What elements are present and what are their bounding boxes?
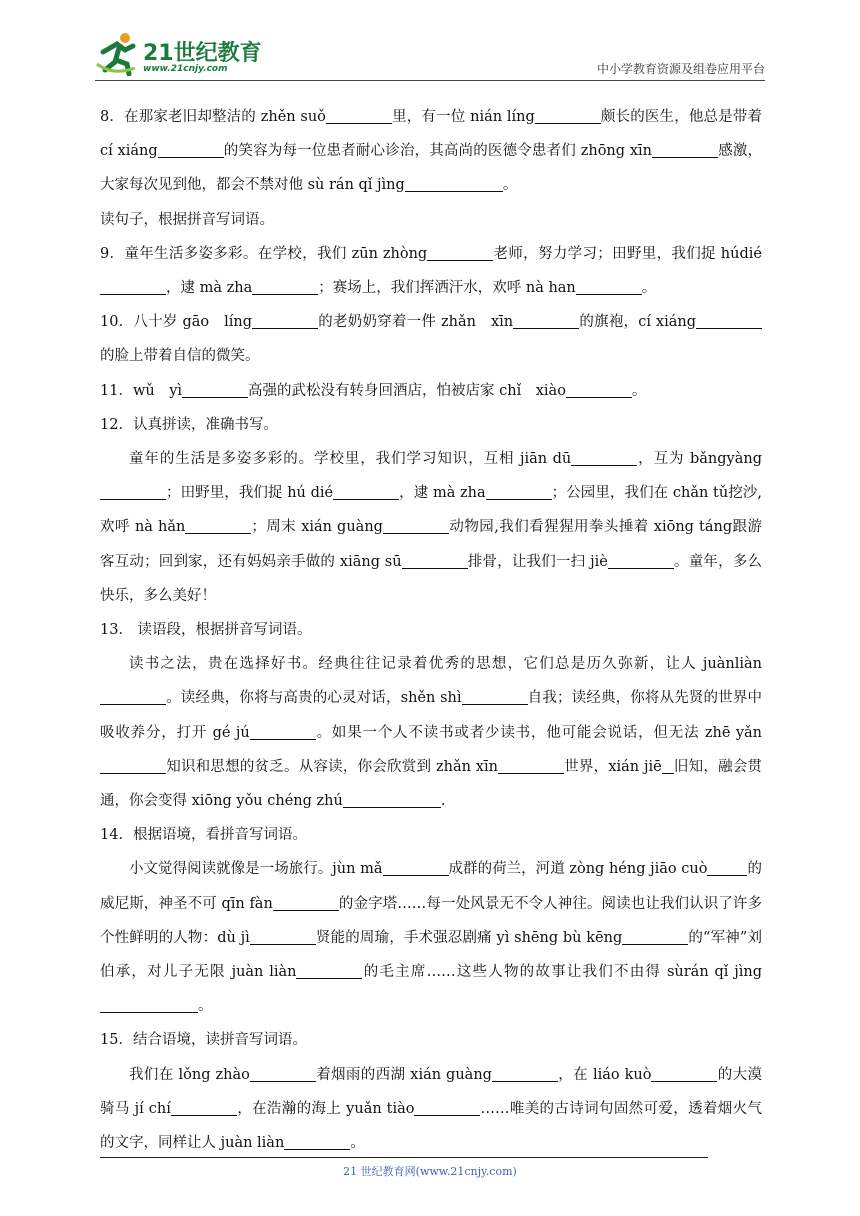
q14-text-j: 。 [198, 998, 213, 1015]
q9-text-a: 9．童年生活多姿多彩。在学校，我们 zūn zhòng [100, 245, 428, 262]
q12-text-d: ；田野里，我们捉 hú dié [166, 485, 334, 502]
question-13 [100, 647, 762, 818]
answer-blank[interactable] [498, 758, 564, 774]
q13-text-g: 法 zhē yǎn [684, 724, 763, 741]
q8-text-a: 8．在那家老旧却整洁的 zhěn suǒ [100, 109, 326, 125]
q13-text-h: 知识和思想的贫乏。从容读，你会欣赏到 zhǎn xīn [166, 758, 498, 775]
q14-text-i: rán qǐ jìng [683, 964, 762, 981]
q13-text-c: 。读经典，你将与高贵的心灵对话，shěn shì [166, 690, 462, 707]
answer-blank[interactable] [513, 314, 579, 330]
answer-blank[interactable] [576, 280, 642, 296]
q14-text-e: 识了许多个性鲜明的人物：dù jì [100, 895, 763, 946]
q9-text-d: ，逮 mà zha [166, 280, 253, 297]
platform-name: 中小学教育资源及组卷应用平台 [596, 62, 765, 76]
answer-blank[interactable] [427, 245, 493, 261]
answer-blank[interactable] [707, 861, 747, 877]
site-logo [95, 30, 265, 80]
q14-text-b: 成群的荷兰，河道 zòng héng jiāo cuò [448, 861, 708, 878]
answer-blank[interactable] [296, 964, 362, 980]
q12-text-l: 。童年，多么快乐，多么美好！ [100, 553, 763, 604]
footer-divider [100, 1157, 708, 1158]
q14-text-h: 的毛主席……这些人物的故事让我们不由得 sù [362, 964, 684, 981]
answer-blank[interactable] [182, 382, 248, 398]
answer-blank[interactable] [622, 929, 688, 945]
answer-blank[interactable] [250, 929, 316, 945]
q9-text-b: 老师，努力学习；田野里，我们捉 hú [493, 245, 740, 262]
answer-blank[interactable] [405, 177, 503, 193]
answer-blank[interactable] [100, 690, 166, 706]
q8-text-g: 。 [502, 177, 518, 194]
question-8 [100, 100, 762, 203]
section-heading: 读句子，根据拼音写词语。 [100, 211, 274, 228]
q15-text-b: 着烟雨的西湖 xián guàng [315, 1066, 492, 1083]
page-footer: 21 世纪教育网(www.21cnjy.com) [343, 1165, 517, 1178]
q15-text-i: 。 [350, 1135, 365, 1152]
q8-text-d: 着 cí xiáng [100, 109, 763, 160]
q13-text-i: 世界，xián jiē [563, 758, 662, 775]
q12-text-k: 排骨，让我们一扫 jiè [467, 553, 608, 570]
q15-text-f: ，在浩瀚的海上 yuǎn tiào [236, 1100, 415, 1117]
logo-url: www.21cnjy.com [143, 64, 228, 74]
q8-text-f: 感激，大家每次见到他，都会不禁对他 sù rán qǐ jìng [100, 143, 763, 194]
answer-blank[interactable] [566, 382, 632, 398]
q10-text-b: 的老奶奶穿着一件 zhǎn xīn [318, 314, 514, 331]
q15-text-h: 火气的文字，同样让人 juàn liàn [100, 1100, 763, 1152]
q15-text-g: ……唯美的古诗词句固然可爱，透着烟 [480, 1100, 733, 1117]
q9-text-e: ；赛场上，我们挥洒汗水，欢呼 nà han [318, 280, 576, 297]
q12-text-b: ，互为 bǎng [637, 451, 727, 468]
answer-blank[interactable] [252, 314, 318, 330]
answer-blank[interactable] [486, 485, 552, 501]
runner-logo-icon [95, 30, 141, 76]
answer-blank[interactable] [158, 143, 224, 159]
answer-blank[interactable] [402, 553, 468, 569]
q12-text-g: 挖沙,欢呼 nà hǎn [100, 485, 762, 536]
page-header [95, 30, 765, 82]
q10-text-a: 10．八十岁 gāo líng [100, 314, 253, 331]
answer-blank[interactable] [333, 485, 399, 501]
q14-text-g: 的“军神”刘伯承，对儿子无限 juàn liàn [100, 929, 763, 981]
q8-text-c: 颇长的医生，他总是带 [600, 109, 748, 125]
question-14 [100, 852, 762, 1023]
answer-blank[interactable] [273, 895, 339, 911]
q13-text-e: 的世界中吸收养分，打开 gé jú [100, 690, 762, 741]
q9-text-f: 。 [641, 280, 657, 297]
question-11 [100, 374, 762, 408]
answer-blank[interactable] [284, 1135, 350, 1151]
answer-blank[interactable] [462, 690, 528, 706]
answer-blank[interactable] [250, 724, 316, 740]
q8-text-b: 里，有一位 nián líng [391, 109, 535, 125]
answer-blank[interactable] [100, 998, 198, 1014]
q14-text-f: 贤能的周瑜，手术强忍剧痛 yì shēng bù kēng [315, 929, 623, 946]
q12-text-i: 动物园,我们看猩猩用拳头捶着 xiōng táng [448, 519, 733, 536]
answer-blank[interactable] [171, 1100, 237, 1116]
question-10 [100, 305, 762, 373]
header-divider [95, 80, 765, 81]
q15-text-d: 的大漠 [717, 1066, 763, 1083]
question-12 [100, 442, 762, 613]
q11-text-a: 11．wǔ yì [100, 382, 183, 399]
q10-text-c: 的旗袍，cí xiáng [579, 314, 696, 331]
answer-blank[interactable] [383, 519, 449, 535]
q9-text-c: dié [739, 245, 762, 262]
q10-text-d: 的脸上带着自信的微笑。 [100, 348, 260, 365]
answer-blank[interactable] [250, 1066, 316, 1082]
q12-text-f: ；公园里，我们在 chǎn tǔ [551, 485, 729, 502]
q15-text-a: 我们在 lǒng zhào [129, 1066, 250, 1083]
answer-blank[interactable] [696, 314, 762, 330]
question-15 [100, 1058, 762, 1161]
q14-text-d: 的金字塔……每一处风景无不令人神往。阅读也让我们认 [338, 895, 704, 912]
q12-text-a: 童年的生活是多姿多彩的。学校里，我们学习知识，互相 jiān dū [129, 451, 572, 468]
q12-text-c: yàng [726, 451, 762, 468]
q12-text-e: ，逮 mà zha [399, 485, 486, 502]
answer-blank[interactable] [651, 1066, 717, 1082]
q13-text-b: liàn [734, 656, 762, 673]
answer-blank[interactable] [535, 109, 601, 125]
answer-blank[interactable] [100, 280, 166, 296]
q12-text-j: 跟游客互动；回到家，还有妈妈亲手做的 xiāng sū [100, 519, 762, 570]
question-13-title: 13． 读语段，根据拼音写词语。 [100, 622, 312, 639]
q15-text-c: ，在 liáo kuò [557, 1066, 652, 1083]
q13-text-f: 。如果一个人不读书或者少读书，他可能会说话，但无 [315, 724, 685, 741]
answer-blank[interactable] [100, 758, 166, 774]
q14-text-c: 的威尼斯，神圣不可 qīn fàn [100, 861, 762, 912]
answer-blank[interactable] [185, 519, 251, 535]
document-body [100, 100, 762, 1160]
answer-blank[interactable] [571, 451, 637, 467]
answer-blank[interactable] [662, 758, 674, 774]
answer-blank[interactable] [252, 280, 318, 296]
q13-text-j: 旧知，融会贯通，你会变得 xiōng yǒu chéng zhú [100, 758, 763, 810]
q14-text-a: 小文觉得阅读就像是一场旅行。jùn mǎ [129, 861, 383, 878]
logo-title: 21世纪教育 [143, 41, 262, 66]
q11-text-c: 。 [631, 382, 647, 399]
question-9 [100, 237, 762, 305]
answer-blank[interactable] [492, 1066, 558, 1082]
q15-text-e: 骑马 jí chí [100, 1100, 171, 1117]
answer-blank[interactable] [414, 1100, 480, 1116]
q13-text-a: 读书之法，贵在选择好书。经典往往记录着优秀的思想，它们总是历久弥新，让人 juàn [129, 656, 735, 673]
question-14-title: 14．根据语境，看拼音写词语。 [100, 827, 307, 844]
answer-blank[interactable] [383, 861, 449, 877]
q13-text-d: 自我；读经典，你将从先贤 [527, 690, 704, 707]
answer-blank[interactable] [100, 485, 166, 501]
answer-blank[interactable] [343, 793, 441, 809]
question-15-title: 15．结合语境，读拼音写词语。 [100, 1032, 307, 1049]
answer-blank[interactable] [608, 553, 674, 569]
q8-text-e: 的笑容为每一位患者耐心诊治，其高尚的医德令患者们 zhōng xīn [223, 143, 652, 160]
q13-text-k: . [440, 793, 446, 810]
q11-text-b: 高强的武松没有转身回酒店，怕被店家 chǐ xiào [248, 382, 566, 399]
answer-blank[interactable] [326, 109, 392, 125]
answer-blank[interactable] [652, 143, 718, 159]
question-12-title: 12．认真拼读，准确书写。 [100, 416, 278, 433]
q12-text-h: ；周末 xián guàng [251, 519, 383, 536]
